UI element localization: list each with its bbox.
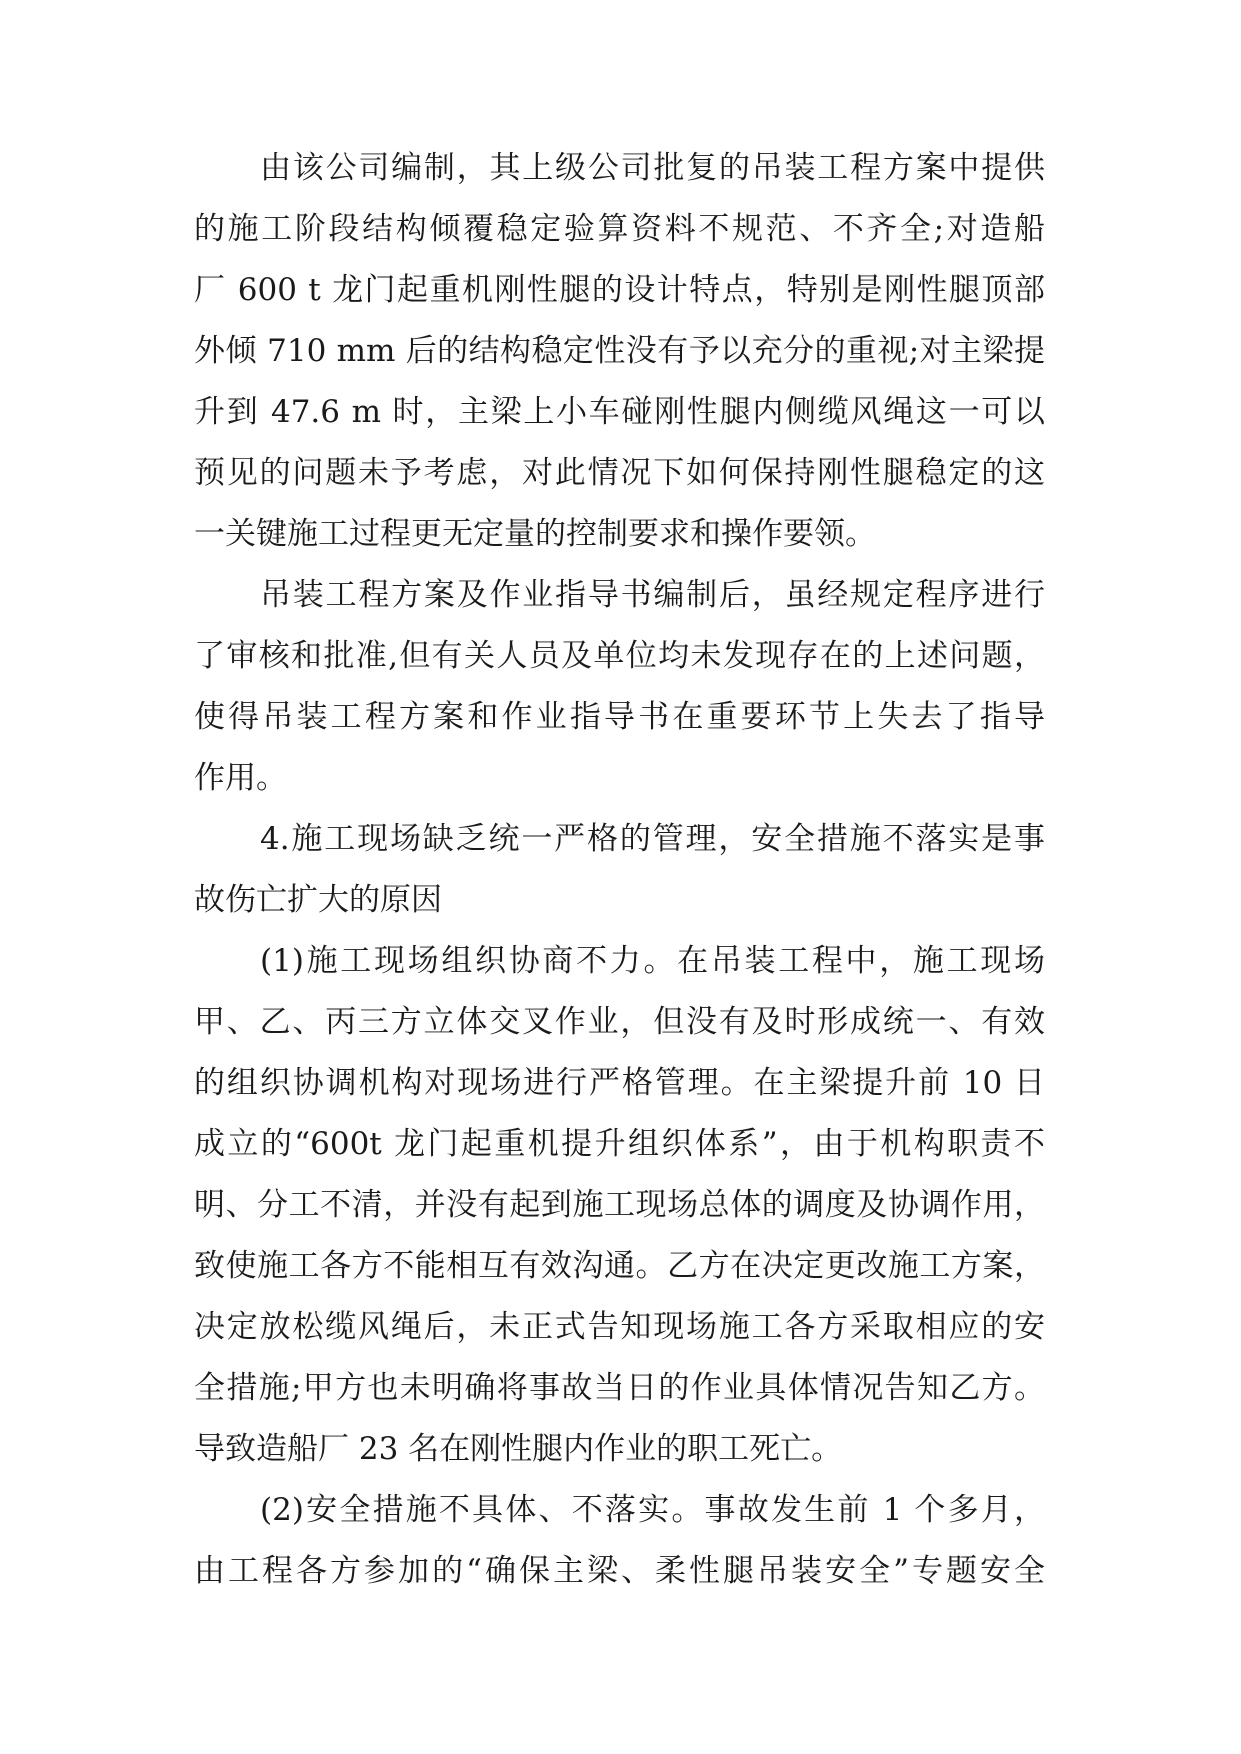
text-line: 一关键施工过程更无定量的控制要求和操作要领。 — [194, 516, 876, 552]
text-line: 作用。 — [194, 760, 287, 796]
text-line: 的施工阶段结构倾覆稳定验算资料不规范、不齐全;对造船 — [194, 211, 1045, 247]
text-line: 升到 47.6 m 时，主梁上小车碰刚性腿内侧缆风绳这一可以 — [194, 394, 1045, 430]
text-line: 致使施工各方不能相互有效沟通。乙方在决定更改施工方案， — [194, 1248, 1045, 1284]
text-line: 成立的“600t 龙门起重机提升组织体系”，由于机构职责不 — [194, 1126, 1045, 1162]
text-line: 故伤亡扩大的原因 — [194, 882, 442, 918]
text-line: 由该公司编制，其上级公司批复的吊装工程方案中提供 — [260, 150, 1045, 186]
text-line: 吊装工程方案及作业指导书编制后，虽经规定程序进行 — [260, 577, 1045, 613]
text-line: 4.施工现场缺乏统一严格的管理，安全措施不落实是事 — [260, 821, 1045, 857]
text-line: 使得吊装工程方案和作业指导书在重要环节上失去了指导 — [194, 699, 1045, 735]
text-line: 的组织协调机构对现场进行严格管理。在主梁提升前 10 日 — [194, 1065, 1045, 1101]
text-line: 预见的问题未予考虑，对此情况下如何保持刚性腿稳定的这 — [194, 455, 1045, 491]
text-line: 决定放松缆风绳后，未正式告知现场施工各方采取相应的安 — [194, 1309, 1045, 1345]
text-line: 导致造船厂 23 名在刚性腿内作业的职工死亡。 — [194, 1431, 843, 1467]
text-line: 了审核和批准,但有关人员及单位均未发现存在的上述问题， — [194, 638, 1045, 674]
text-line: (1)施工现场组织协商不力。在吊装工程中，施工现场 — [260, 943, 1045, 979]
text-line: 甲、乙、丙三方立体交叉作业，但没有及时形成统一、有效 — [194, 1004, 1045, 1040]
text-line: 厂 600 t 龙门起重机刚性腿的设计特点，特别是刚性腿顶部 — [194, 272, 1045, 308]
text-line: (2)安全措施不具体、不落实。事故发生前 1 个多月， — [260, 1492, 1045, 1528]
text-line: 明、分工不清，并没有起到施工现场总体的调度及协调作用， — [194, 1187, 1045, 1223]
text-line: 全措施;甲方也未明确将事故当日的作业具体情况告知乙方。 — [194, 1370, 1045, 1406]
text-line: 由工程各方参加的“确保主梁、柔性腿吊装安全”专题安全 — [194, 1553, 1045, 1589]
text-line: 外倾 710 mm 后的结构稳定性没有予以充分的重视;对主梁提 — [194, 333, 1045, 369]
